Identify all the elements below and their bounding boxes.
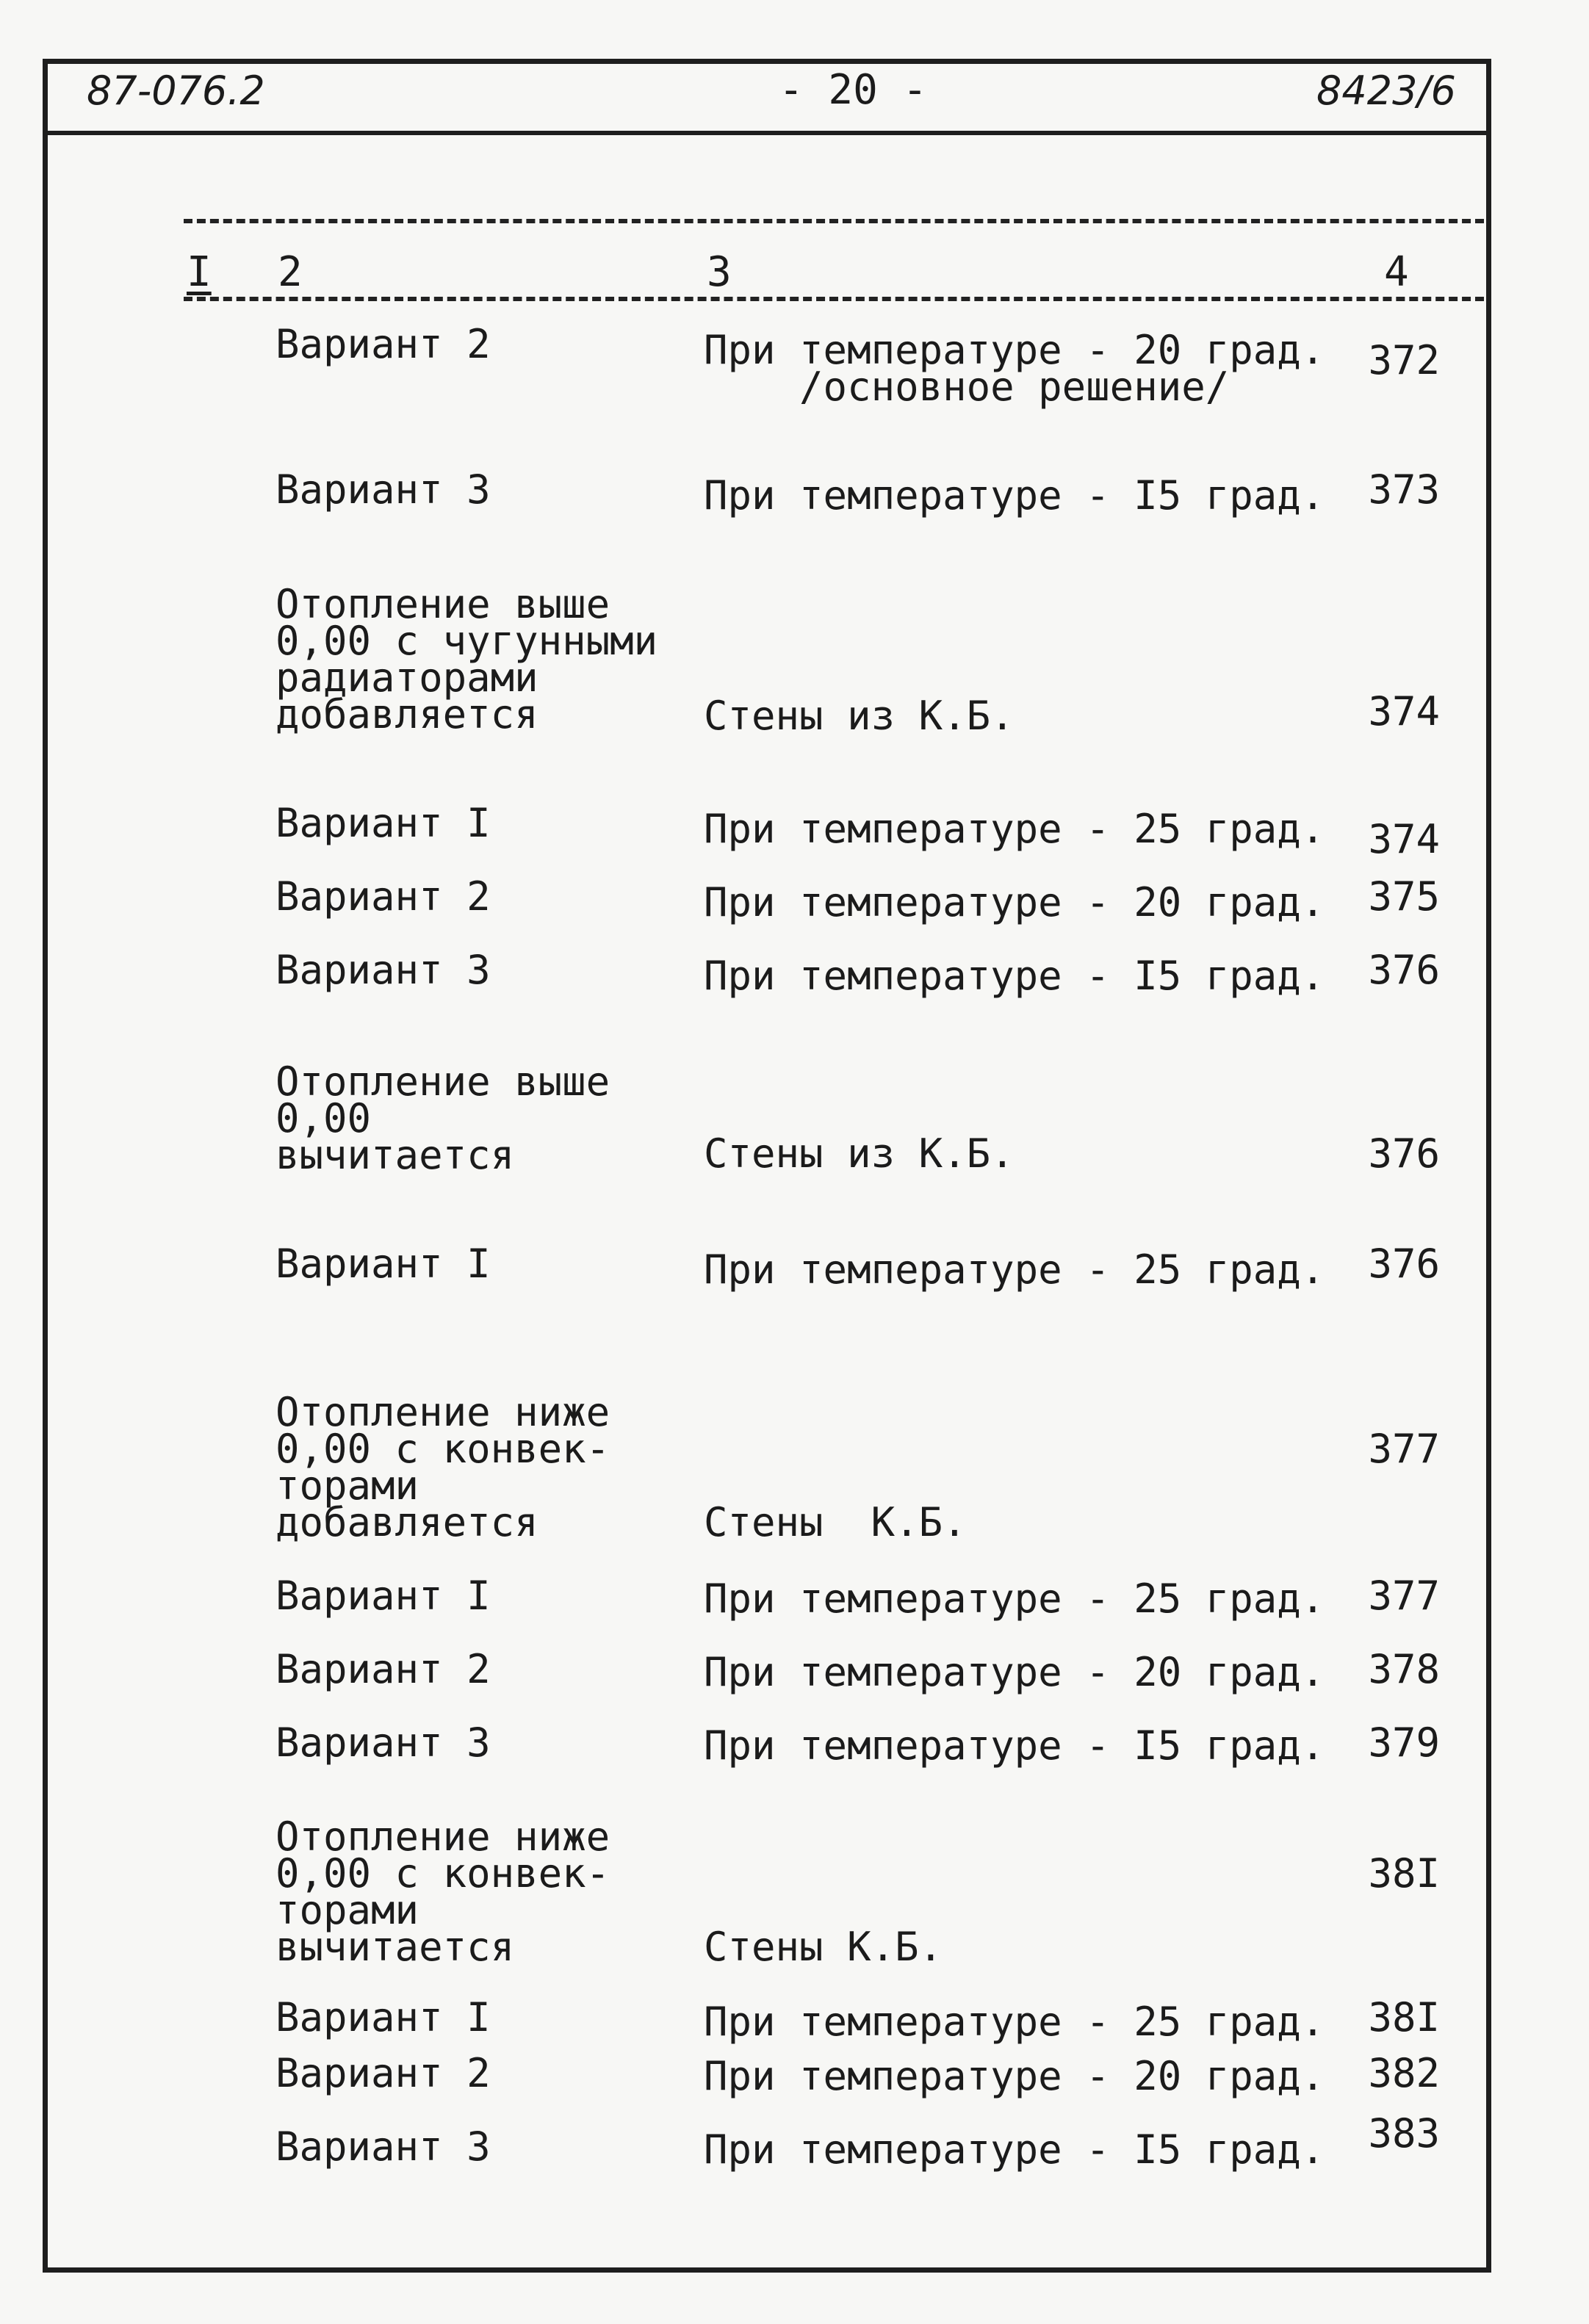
row-description: Вариант 2 [275,873,491,920]
row-condition: При температуре - I5 град. [704,472,1325,519]
row-condition: При температуре - 20 град. [704,1649,1325,1695]
row-condition: Стены из К.Б. [704,693,1015,739]
column-1-header: I [187,248,212,296]
row-description: Вариант 3 [275,947,491,993]
row-description: Отопление выше 0,00 вычитается [275,1058,610,1178]
page-number: - 20 - [779,66,928,114]
row-condition: При температуре - 20 град. [704,879,1325,925]
row-description: Вариант I [275,1994,491,2040]
row-condition: При температуре - I5 град. [704,953,1325,999]
row-description: Вариант 3 [275,466,491,513]
row-description: Вариант 3 [275,1719,491,1766]
row-page: 375 [1368,873,1440,920]
row-description: Вариант 3 [275,2123,491,2170]
row-page: 382 [1368,2050,1440,2096]
row-description: Вариант 2 [275,1646,491,1692]
row-description: Вариант 2 [275,2050,491,2096]
row-condition: При температуре - 20 град. [704,2053,1325,2099]
row-page: 379 [1368,1719,1440,1766]
row-page: 383 [1368,2110,1440,2157]
column-4-header: 4 [1384,248,1409,296]
row-description: Отопление выше 0,00 с чугунными радиаторами добавляется [275,581,658,737]
row-condition: Стены К.Б. [704,1499,967,1545]
row-condition: При температуре - 25 град. [704,1999,1325,2045]
row-page: 376 [1368,1241,1440,1287]
row-page: 374 [1368,688,1440,735]
row-description: Отопление ниже 0,00 с конвек- торами вычитается [275,1814,610,1970]
header-divider [43,131,1491,135]
row-page: 374 [1368,816,1440,862]
document-code: 87-076.2 [87,68,265,114]
row-page: 376 [1368,947,1440,993]
row-condition: При температуре - 25 град. [704,1246,1325,1293]
row-condition: При температуре - 25 град. [704,806,1325,852]
column-header-dashed-line [184,297,1484,301]
row-description: Вариант I [275,800,491,846]
row-page: 378 [1368,1646,1440,1692]
sheet-code: 8423/6 [1316,68,1456,114]
row-condition: При температуре - I5 град. [704,1722,1325,1769]
row-condition: При температуре - I5 град. [704,2126,1325,2173]
row-condition: При температуре - 25 град. [704,1576,1325,1622]
column-3-header: 3 [707,248,732,296]
row-page: 377 [1368,1573,1440,1619]
row-description: Вариант I [275,1573,491,1619]
table-top-dashed-line [184,219,1484,223]
row-page: 38I [1368,1850,1440,1897]
row-page: 372 [1368,337,1440,383]
row-page: 373 [1368,466,1440,513]
row-page: 376 [1368,1130,1440,1177]
row-description: Вариант 2 [275,321,491,367]
column-2-header: 2 [278,248,303,296]
row-page: 38I [1368,1994,1440,2040]
row-description: Вариант I [275,1241,491,1287]
row-page: 377 [1368,1426,1440,1472]
row-condition: Стены К.Б. [704,1924,943,1970]
row-condition: При температуре - 20 град. /основное решение/ [704,327,1325,410]
row-description: Отопление ниже 0,00 с конвек- торами добавляется [275,1389,610,1545]
row-condition: Стены из К.Б. [704,1130,1015,1177]
